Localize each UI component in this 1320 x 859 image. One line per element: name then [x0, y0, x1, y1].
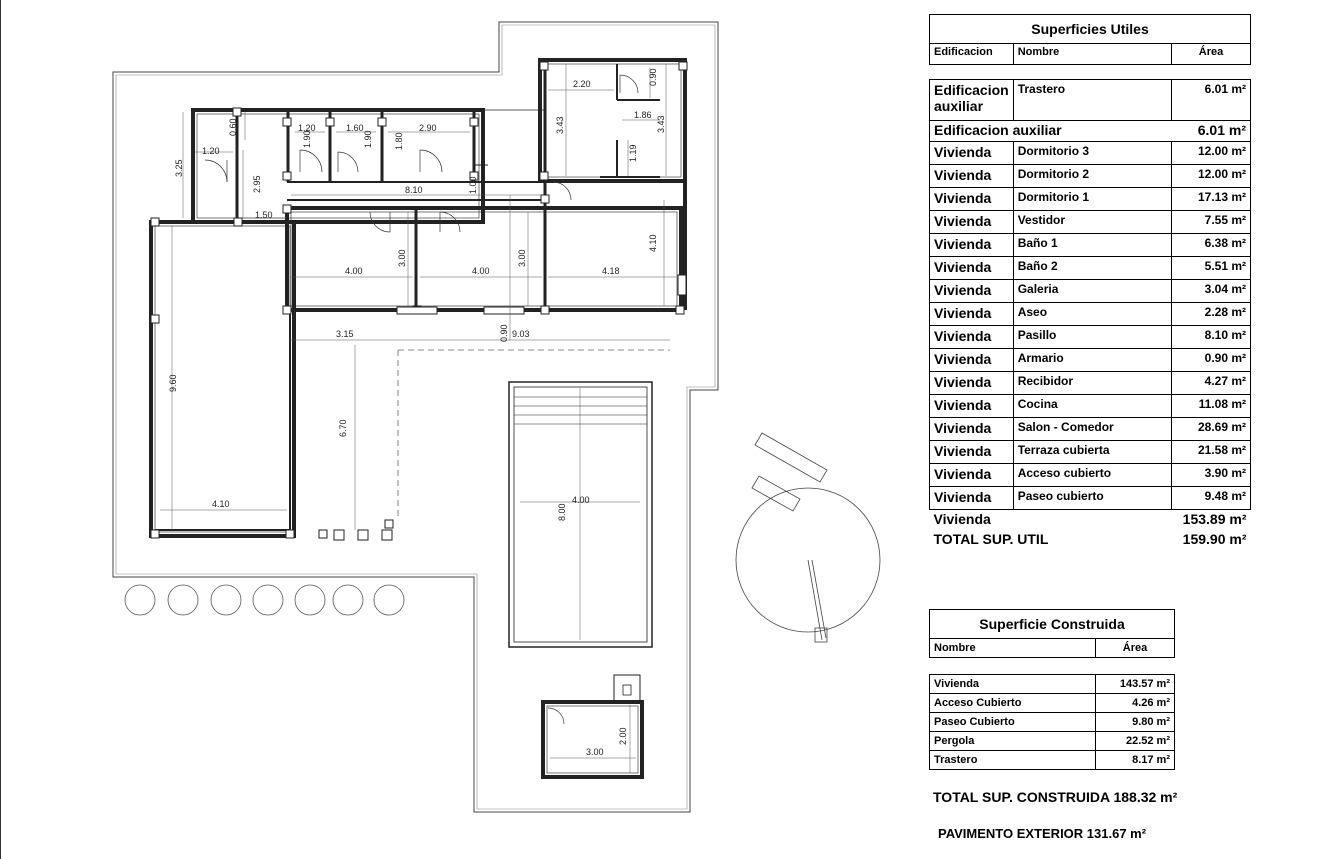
row-nombre: Baño 1 [1013, 234, 1171, 257]
dim-label: 1.50 [255, 210, 273, 220]
row-area: 12.00 m² [1172, 165, 1251, 188]
row-area: 6.38 m² [1172, 234, 1251, 257]
header-edificacion: Edificacion [930, 44, 1014, 65]
aux-edificacion: Edificacion auxiliar [930, 80, 1014, 121]
row-area: 8.17 m² [1096, 751, 1175, 770]
dim-label: 4.18 [602, 266, 620, 276]
row-nombre: Cocina [1013, 395, 1171, 418]
dim-label: 1.20 [202, 146, 220, 156]
table-row [930, 464, 1251, 487]
row-nombre: Trastero [930, 751, 1096, 770]
dim-label: 8.00 [557, 503, 567, 521]
door-swings [205, 75, 638, 724]
row-nombre: Terraza cubierta [1013, 441, 1171, 464]
row-edificacion: Vivienda [930, 487, 1014, 510]
row-area: 5.51 m² [1172, 257, 1251, 280]
dim-label: 3.43 [656, 115, 666, 133]
row-edificacion: Vivienda [930, 188, 1014, 211]
table-row [930, 487, 1251, 510]
table-row [930, 142, 1251, 165]
row-edificacion: Vivienda [930, 257, 1014, 280]
row-area: 0.90 m² [1172, 349, 1251, 372]
dim-label: 8.10 [405, 185, 423, 195]
table-row [930, 211, 1251, 234]
superficies-utiles-table [929, 14, 1251, 550]
dim-label: 3.00 [586, 747, 604, 757]
trees [125, 585, 404, 615]
row-area: 9.48 m² [1172, 487, 1251, 510]
dim-label: 3.25 [174, 159, 184, 177]
row-nombre: Galeria [1013, 280, 1171, 303]
row-area: 22.52 m² [1096, 732, 1175, 751]
aux-total-label: Edificacion auxiliar [930, 121, 1172, 142]
dim-label: 3.15 [336, 329, 354, 339]
row-area: 21.58 m² [1172, 441, 1251, 464]
util-total-area: 159.90 m² [1182, 531, 1247, 547]
dim-label: 4.00 [572, 495, 590, 505]
dim-label: 2.20 [573, 79, 591, 89]
table-row [930, 280, 1251, 303]
dim-label: 6.70 [338, 419, 348, 437]
table-row [930, 303, 1251, 326]
dim-label: 4.00 [472, 266, 490, 276]
row-edificacion: Vivienda [930, 280, 1014, 303]
table-row [930, 349, 1251, 372]
row-nombre: Dormitorio 2 [1013, 165, 1171, 188]
aux-total-area: 6.01 m² [1172, 121, 1251, 142]
table-row [930, 418, 1251, 441]
table-row [930, 372, 1251, 395]
row-nombre: Vivienda [930, 675, 1096, 694]
dim-label: 1.86 [634, 110, 652, 120]
dim-label: 9.60 [168, 374, 178, 392]
row-nombre: Acceso cubierto [1013, 464, 1171, 487]
row-area: 7.55 m² [1172, 211, 1251, 234]
row-nombre: Salon - Comedor [1013, 418, 1171, 441]
row-nombre: Baño 2 [1013, 257, 1171, 280]
table-row [930, 257, 1251, 280]
util-total-label: TOTAL SUP. UTIL [933, 531, 1049, 547]
row-edificacion: Vivienda [930, 349, 1014, 372]
superficie-construida-table [929, 609, 1175, 770]
row-edificacion: Vivienda [930, 303, 1014, 326]
dim-label: 3.43 [555, 116, 565, 134]
table-title: Superficie Construida [930, 610, 1175, 639]
row-area: 4.27 m² [1172, 372, 1251, 395]
aux-nombre: Trastero [1013, 80, 1171, 121]
table-title: Superficies Utiles [930, 15, 1251, 44]
table-row [930, 732, 1175, 751]
row-edificacion: Vivienda [930, 234, 1014, 257]
dim-label: 4.10 [648, 234, 658, 252]
row-area: 17.13 m² [1172, 188, 1251, 211]
row-nombre: Recibidor [1013, 372, 1171, 395]
table-row [930, 694, 1175, 713]
dim-label: 3.00 [517, 249, 527, 267]
pavimento-exterior: PAVIMENTO EXTERIOR 131.67 m² [938, 826, 1147, 841]
dim-label: 0.90 [648, 68, 658, 86]
dim-label: 1.90 [302, 130, 312, 148]
row-area: 12.00 m² [1172, 142, 1251, 165]
aux-area: 6.01 m² [1172, 80, 1251, 121]
construida-total: TOTAL SUP. CONSTRUIDA 188.32 m² [933, 789, 1178, 805]
row-nombre: Dormitorio 3 [1013, 142, 1171, 165]
dim-label: 4.00 [345, 266, 363, 276]
dim-label: 1.00 [468, 176, 478, 194]
header-nombre: Nombre [930, 639, 1096, 658]
row-edificacion: Vivienda [930, 464, 1014, 487]
table-row [930, 165, 1251, 188]
table-row [930, 675, 1175, 694]
row-area: 3.90 m² [1172, 464, 1251, 487]
dim-label: 2.95 [252, 175, 262, 193]
header-area: Área [1172, 44, 1251, 65]
row-nombre: Aseo [1013, 303, 1171, 326]
dim-label: 4.10 [212, 499, 230, 509]
row-edificacion: Vivienda [930, 395, 1014, 418]
row-edificacion: Vivienda [930, 326, 1014, 349]
dim-label: 3.00 [397, 249, 407, 267]
row-area: 28.69 m² [1172, 418, 1251, 441]
dim-label: 2.90 [419, 123, 437, 133]
row-area: 4.26 m² [1096, 694, 1175, 713]
table-row [930, 395, 1251, 418]
row-edificacion: Vivienda [930, 142, 1014, 165]
dim-label: 9.03 [512, 329, 530, 339]
dim-label: 2.00 [618, 727, 628, 745]
row-nombre: Pasillo [1013, 326, 1171, 349]
row-area: 2.28 m² [1172, 303, 1251, 326]
dim-label: 1.19 [628, 144, 638, 162]
row-area: 8.10 m² [1172, 326, 1251, 349]
vivienda-total-label: Vivienda [933, 511, 991, 527]
row-nombre: Acceso Cubierto [930, 694, 1096, 713]
row-nombre: Paseo Cubierto [930, 713, 1096, 732]
row-nombre: Dormitorio 1 [1013, 188, 1171, 211]
vivienda-total-area: 153.89 m² [1182, 511, 1247, 527]
table-row [930, 234, 1251, 257]
dim-label: 1.20 [298, 123, 316, 133]
row-nombre: Paseo cubierto [1013, 487, 1171, 510]
row-area: 11.08 m² [1172, 395, 1251, 418]
row-edificacion: Vivienda [930, 418, 1014, 441]
plot-boundary [113, 22, 718, 812]
table-row [930, 441, 1251, 464]
row-nombre: Pergola [930, 732, 1096, 751]
dim-label: 0.90 [499, 324, 509, 342]
row-edificacion: Vivienda [930, 165, 1014, 188]
swimming-pool [509, 382, 652, 647]
dim-label: 1.80 [394, 132, 404, 150]
trastero-shed [543, 675, 642, 777]
row-edificacion: Vivienda [930, 211, 1014, 234]
dim-label: 1.90 [363, 130, 373, 148]
header-area: Área [1096, 639, 1175, 658]
row-area: 143.57 m² [1096, 675, 1175, 694]
garden-furniture [736, 433, 880, 642]
row-edificacion: Vivienda [930, 372, 1014, 395]
table-row [930, 713, 1175, 732]
table-row [930, 188, 1251, 211]
row-area: 9.80 m² [1096, 713, 1175, 732]
row-nombre: Vestidor [1013, 211, 1171, 234]
row-nombre: Armario [1013, 349, 1171, 372]
header-nombre: Nombre [1013, 44, 1171, 65]
row-edificacion: Vivienda [930, 441, 1014, 464]
pergola-outline [398, 350, 670, 520]
dim-label: 1.60 [346, 123, 364, 133]
row-area: 3.04 m² [1172, 280, 1251, 303]
table-row [930, 326, 1251, 349]
table-row [930, 751, 1175, 770]
dim-label: 0.60 [228, 118, 238, 136]
